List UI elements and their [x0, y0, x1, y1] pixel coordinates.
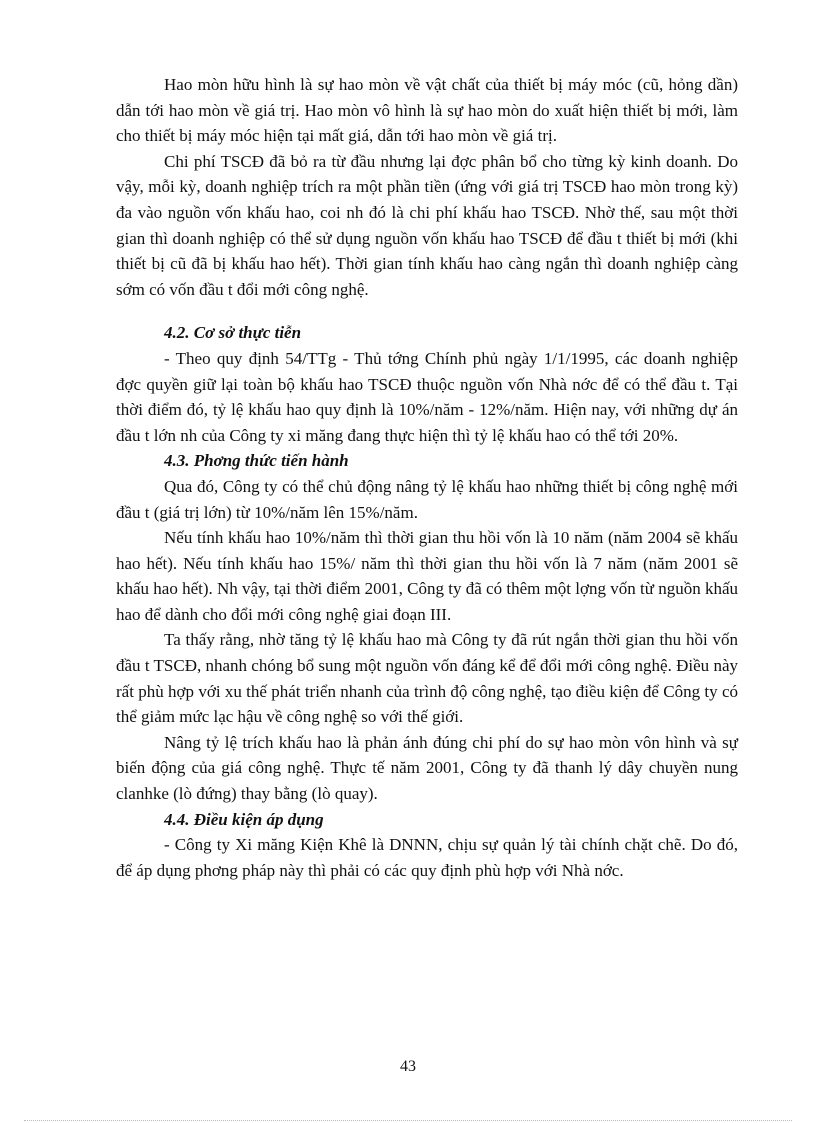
heading-4-4: 4.4. Điều kiện áp dụng: [164, 809, 324, 829]
paragraph-4-3-shorten-time: Ta thấy rằng, nhờ tăng tỷ lệ khấu hao mà Công ty đã rút ngắn thời gian thu hồi vốn đầu t TSCĐ, nhanh chóng bổ sung một nguồn vốn đáng kể để đổi mới công nghệ. Điều này rất phù hợp với xu thế phát triển nhanh của trình độ công nghệ, tạo điều kiện để Công ty có thể giảm mức lạc hậu về công nghệ so với thế giới.: [116, 630, 738, 727]
page-number: 43: [400, 1058, 416, 1075]
paragraph-4-3-payback: Nếu tính khấu hao 10%/năm thì thời gian thu hồi vốn là 10 năm (năm 2004 sẽ khấu hao hết). Nếu tính khấu hao 15%/ năm thì thời gian thu hồi vốn là 7 năm (năm 2001 sẽ khấu hao hết). Nh vậy, tại thời điểm 2001, Công ty đã có thêm một lợng vốn từ nguồn khấu hao để dành cho đổi mới công nghệ giai đoạn III.: [116, 528, 738, 624]
paragraph-wear-definition: Hao mòn hữu hình là sự hao mòn về vật chất của thiết bị máy móc (cũ, hỏng dần) dẫn tới hao mòn về giá trị. Hao mòn vô hình là sự hao mòn do xuất hiện thiết bị mới, làm cho thiết bị máy móc hiện tại mất giá, dẫn tới hao mòn về giá trị.: [116, 75, 738, 146]
paragraph-depreciation-cost: Chi phí TSCĐ đã bỏ ra từ đầu nhưng lại đợc phân bổ cho từng kỳ kinh doanh. Do vậy, mỗi kỳ, doanh nghiệp trích ra một phần tiền (ứng với giá trị TSCĐ hao mòn trong kỳ) đa vào nguồn vốn khấu hao, coi nh đó là chi phí khấu hao TSCĐ. Nhờ thế, sau một thời gian thì doanh nghiệp có thể sử dụng nguồn vốn khấu hao TSCĐ để đầu t thiết bị mới (khi thiết bị cũ đã bị khấu hao hết). Thời gian tính khấu hao càng ngắn thì doanh nghiệp càng sớm có vốn đầu t đổi mới công nghệ.: [116, 151, 738, 299]
paragraph-4-4-conditions: - Công ty Xi măng Kiện Khê là DNNN, chịu sự quản lý tài chính chặt chẽ. Do đó, để áp dụng phơng pháp này thì phải có các quy định phù hợp với Nhà nớc.: [116, 835, 738, 880]
heading-4-2: 4.2. Cơ sở thực tiễn: [164, 323, 302, 343]
paragraph-4-2-regulation: - Theo quy định 54/TTg - Thủ tớng Chính phủ ngày 1/1/1995, các doanh nghiệp đợc quyền giữ lại toàn bộ khấu hao TSCĐ thuộc nguồn vốn Nhà nớc để có thể đầu t. Tại thời điểm đó, tỷ lệ khấu hao quy định là 10%/năm - 12%/năm. Hiện nay, với những dự án đầu t lớn nh của Công ty xi măng đang thực hiện thì tỷ lệ khấu hao có thể tới 20%.: [116, 348, 738, 445]
heading-4-3: 4.3. Phơng thức tiến hành: [164, 451, 349, 471]
paragraph-4-3-raise-rate: Qua đó, Công ty có thể chủ động nâng tỷ lệ khấu hao những thiết bị công nghệ mới đầu t (giá trị lớn) từ 10%/năm lên 15%/năm.: [116, 476, 738, 522]
paragraph-4-3-reflect-cost: Nâng tỷ lệ trích khấu hao là phản ánh đúng chi phí do sự hao mòn vôn hình và sự biến động của giá công nghệ. Thực tế năm 2001, Công ty đã thanh lý dây chuyền nung clanhke (lò đứng) thay bằng (lò quay).: [116, 732, 738, 804]
footer-divider: [24, 1120, 792, 1121]
document-page: [116, 72, 738, 883]
